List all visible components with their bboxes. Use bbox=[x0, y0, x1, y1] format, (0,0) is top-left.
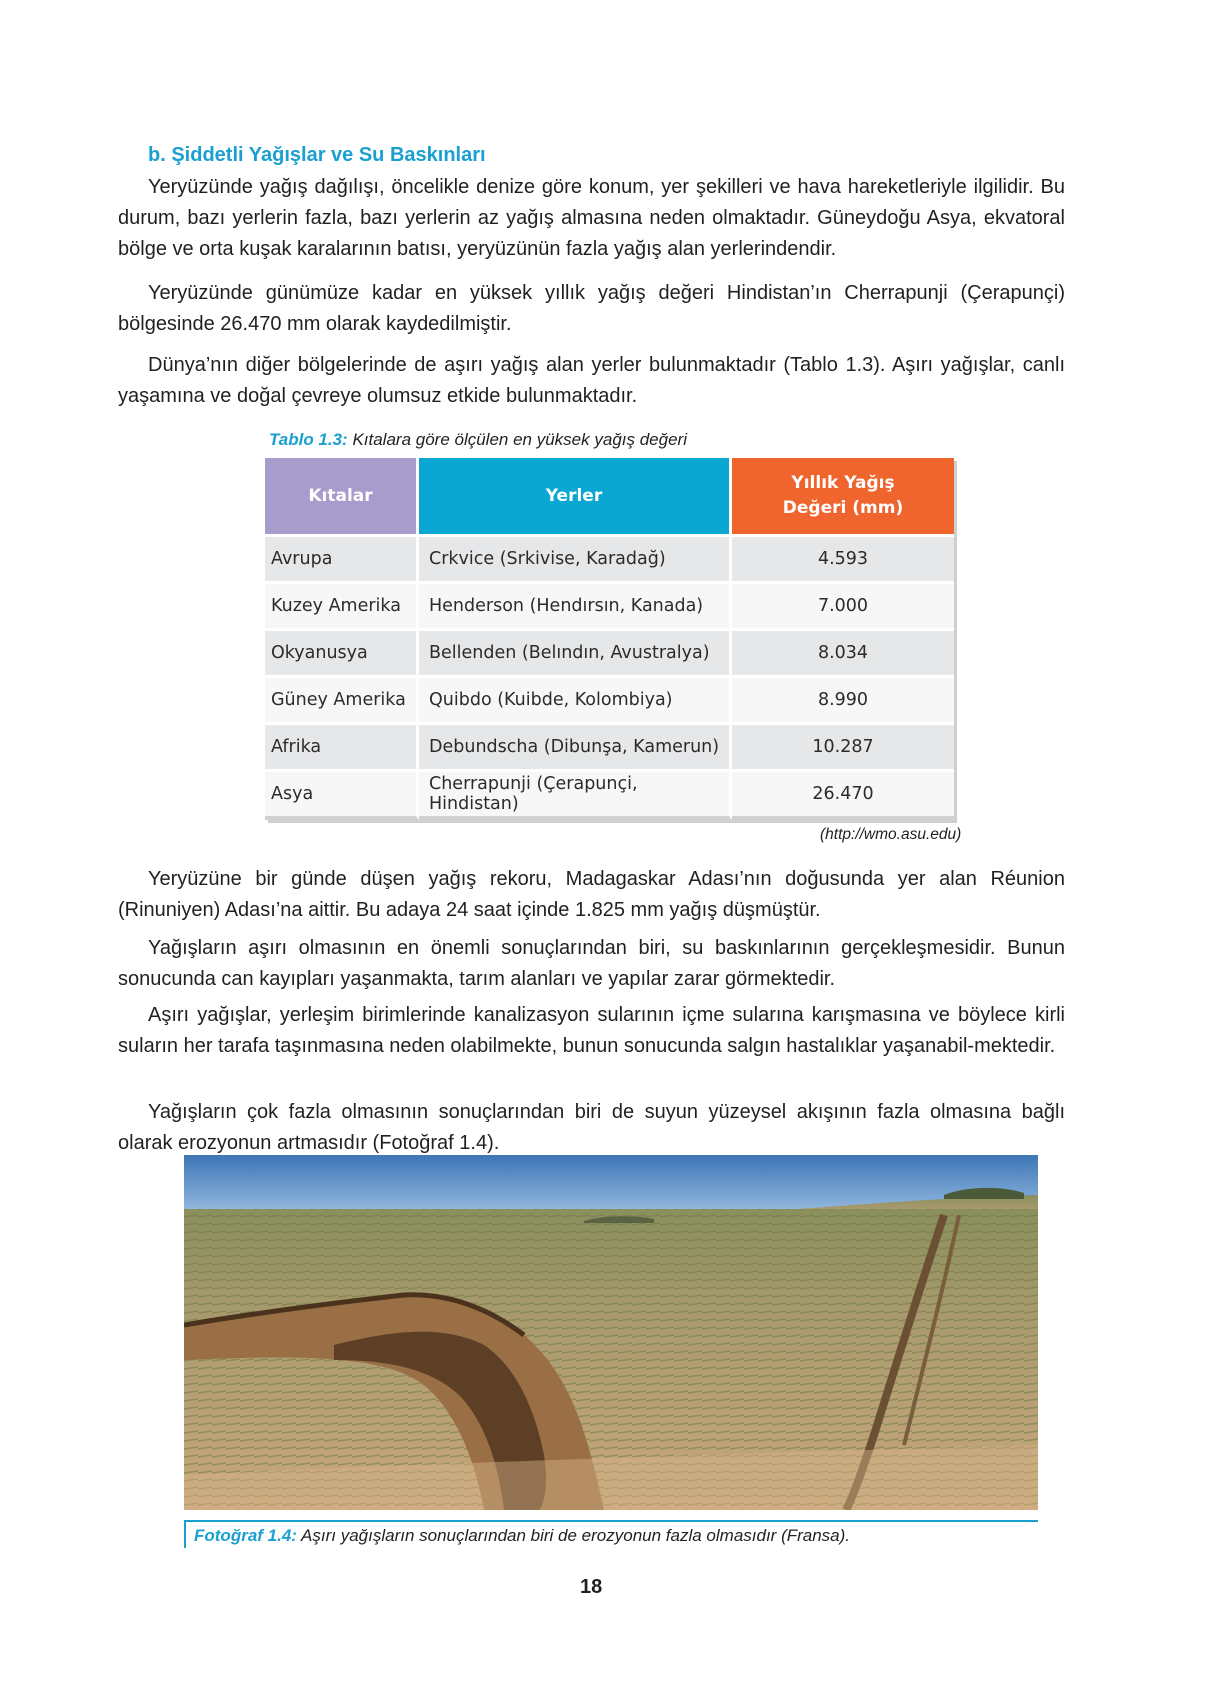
cell-continent: Avrupa bbox=[265, 534, 419, 581]
table-row bbox=[265, 722, 954, 769]
cell-place: Bellenden (Belındın, Avustralya) bbox=[419, 628, 732, 675]
cell-continent: Afrika bbox=[265, 722, 419, 769]
cell-continent: Güney Amerika bbox=[265, 675, 419, 722]
photo-caption-label: Fotoğraf 1.4: bbox=[194, 1526, 297, 1545]
table-caption-label: Tablo 1.3: bbox=[269, 430, 348, 449]
table-caption-text: Kıtalara göre ölçülen en yüksek yağış değeri bbox=[347, 430, 687, 449]
paragraph-cherrapunji-record: Yeryüzünde günümüze kadar en yüksek yıllık yağış değeri Hindistan’ın Cherrapunji (Çerapunçi) bölgesinde 26.470 mm olarak kaydedilmiştir. bbox=[118, 282, 1065, 335]
cell-value: 7.000 bbox=[732, 581, 954, 628]
table-row bbox=[265, 675, 954, 722]
paragraph-contamination: Aşırı yağışlar, yerleşim birimlerinde kanalizasyon sularının içme sularına karışmasına ve böylece kirli suların her tarafa taşınmasına neden olabilmekte, bunun sonucunda salgın hastalıklar yaşanabil-mektedir. bbox=[118, 1004, 1065, 1057]
paragraph-reunion-record: Yeryüzüne bir günde düşen yağış rekoru, Madagaskar Adası’nın doğusunda yer alan Réunion (Rinuniyen) Adası’na aittir. Bu adaya 24 saat içinde 1.825 mm yağış düşmüştür. bbox=[118, 868, 1065, 921]
photo-caption-text: Aşırı yağışların sonuçlarından biri de erozyonun fazla olmasıdır (Fransa). bbox=[296, 1526, 851, 1545]
header-annual-rainfall bbox=[732, 458, 954, 534]
cell-place: Cherrapunji (Çerapunçi, Hindistan) bbox=[419, 769, 732, 820]
paragraph-erosion: Yağışların çok fazla olmasının sonuçlarından biri de suyun yüzeysel akışının fazla olmasına bağlı olarak erozyonun artmasıdır (Fotoğraf 1.4). bbox=[118, 1101, 1065, 1154]
table-caption bbox=[269, 430, 687, 450]
photo-caption bbox=[184, 1520, 1038, 1548]
table-source: (http://wmo.asu.edu) bbox=[820, 826, 962, 843]
cell-value: 4.593 bbox=[732, 534, 954, 581]
table-row bbox=[265, 581, 954, 628]
cell-place: Debundscha (Dibunşa, Kamerun) bbox=[419, 722, 732, 769]
section-heading: b. Şiddetli Yağışlar ve Su Baskınları bbox=[148, 144, 486, 166]
cell-value: 8.034 bbox=[732, 628, 954, 675]
cell-place: Crkvice (Srkivise, Karadağ) bbox=[419, 534, 732, 581]
header-continents: Kıtalar bbox=[265, 458, 419, 534]
table-row bbox=[265, 769, 954, 820]
cell-value: 10.287 bbox=[732, 722, 954, 769]
cell-continent: Asya bbox=[265, 769, 419, 820]
cell-value: 26.470 bbox=[732, 769, 954, 820]
paragraph-other-regions: Dünya’nın diğer bölgelerinde de aşırı yağış alan yerler bulunmaktadır (Tablo 1.3). Aşırı yağışlar, canlı yaşamına ve doğal çevreye olumsuz etkide bulunmaktadır. bbox=[118, 354, 1065, 407]
cell-continent: Kuzey Amerika bbox=[265, 581, 419, 628]
paragraph-floods: Yağışların aşırı olmasının en önemli sonuçlarından biri, su baskınlarının gerçekleşmesidir. Bunun sonucunda can kayıpları yaşanmakta, tarım alanları ve yapılar zarar görmektedir. bbox=[118, 937, 1065, 990]
table-row bbox=[265, 628, 954, 675]
header-places: Yerler bbox=[419, 458, 732, 534]
cell-value: 8.990 bbox=[732, 675, 954, 722]
cell-continent: Okyanusya bbox=[265, 628, 419, 675]
paragraph-rainfall-distribution: Yeryüzünde yağış dağılışı, öncelikle denize göre konum, yer şekilleri ve hava hareketleriyle ilgilidir. Bu durum, bazı yerlerin fazla, bazı yerlerin az yağış almasına neden olmaktadır. Güneydoğu Asya, ekvatoral bölge ve orta kuşak karalarının batısı, yeryüzünün fazla yağış alan yerlerindendir. bbox=[118, 176, 1065, 260]
table-row bbox=[265, 534, 954, 581]
page-number: 18 bbox=[580, 1576, 603, 1598]
header-annual-rainfall-line1: Yıllık Yağış bbox=[791, 473, 895, 493]
table-header-row bbox=[265, 458, 954, 534]
erosion-field-photo bbox=[184, 1155, 1038, 1510]
header-annual-rainfall-line2: Değeri (mm) bbox=[782, 498, 904, 518]
rainfall-table bbox=[265, 458, 954, 820]
cell-place: Henderson (Hendırsın, Kanada) bbox=[419, 581, 732, 628]
cell-place: Quibdo (Kuibde, Kolombiya) bbox=[419, 675, 732, 722]
